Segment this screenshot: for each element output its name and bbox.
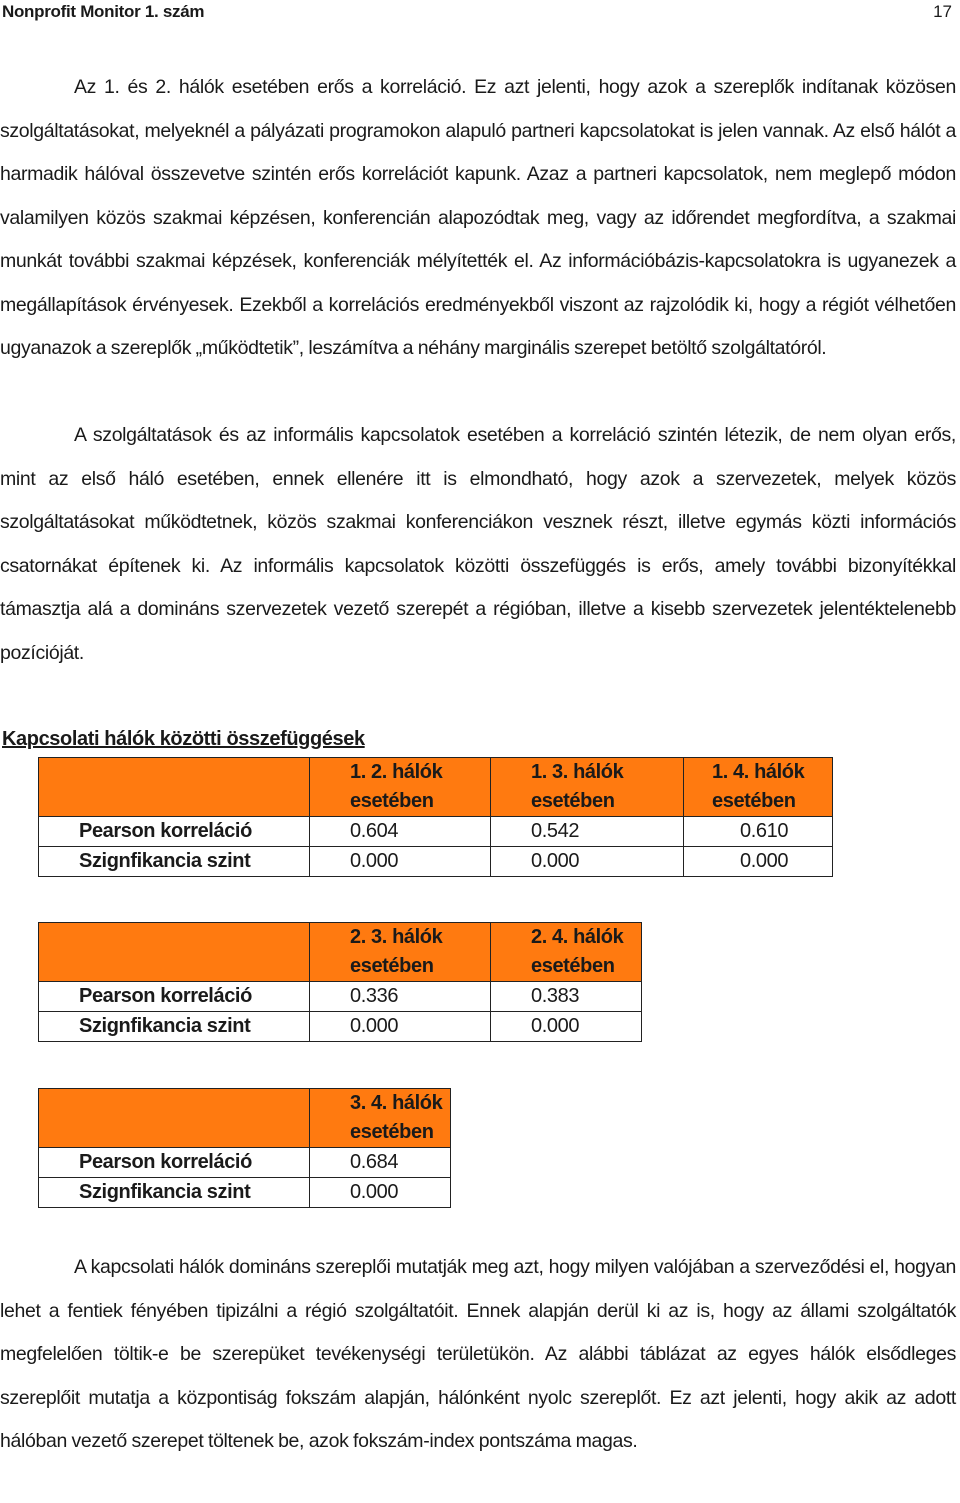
paragraph-1	[0, 66, 956, 371]
paragraph-2	[0, 414, 956, 675]
header-empty-cell	[39, 758, 310, 817]
column-header-line2: esetében	[350, 790, 434, 812]
section-title: Kapcsolati hálók közötti összefüggések	[2, 728, 365, 750]
correlation-table-1	[38, 757, 833, 877]
table-cell: 0.000	[491, 847, 684, 877]
table-cell: 0.336	[310, 982, 491, 1012]
header-empty-cell	[39, 923, 310, 982]
page-number: 17	[933, 2, 952, 21]
table-cell: 0.542	[491, 817, 684, 847]
row-label: Szignfikancia szint	[39, 1012, 310, 1042]
column-header-line1: 1. 4. hálók	[712, 761, 805, 783]
table-cell: 0.684	[310, 1148, 451, 1178]
column-header	[310, 1089, 451, 1148]
table-row	[39, 1012, 642, 1042]
column-header-line2: esetében	[350, 955, 434, 977]
paragraph-3-text: A kapcsolati hálók domináns szereplői mutatják meg azt, hogy milyen valójában a szerveződési el, hogyan lehet a fentiek fényében tipizálni a régió szolgáltatóit. Ennek alapján derül ki az is, hogy az állami szolgáltatók megfelelően töltik-e be szerepüket tevékenységi területükön. Az alábbi táblázat az egyes hálók elsődleges szereplőit mutatja a központiság fokszám alapján, hálónként nyolc szereplőt. Ez azt jelenti, hogy akik az adott hálóban vezető szerepet töltenek be, azok fokszám-index pontszáma magas.	[0, 1256, 956, 1452]
column-header-line1: 1. 2. hálók	[350, 761, 443, 783]
row-label: Pearson korreláció	[39, 982, 310, 1012]
column-header-line1: 2. 3. hálók	[350, 926, 443, 948]
paragraph-3	[0, 1246, 956, 1464]
column-header	[310, 923, 491, 982]
column-header-line2: esetében	[531, 955, 615, 977]
table-header-row	[39, 758, 833, 817]
table-cell: 0.000	[491, 1012, 642, 1042]
column-header-line1: 1. 3. hálók	[531, 761, 624, 783]
correlation-table-3	[38, 1088, 451, 1208]
row-label: Pearson korreláció	[39, 1148, 310, 1178]
column-header	[684, 758, 833, 817]
table-row	[39, 817, 833, 847]
publication-title: Nonprofit Monitor 1. szám	[2, 2, 205, 21]
header-empty-cell	[39, 1089, 310, 1148]
paragraph-1-text: Az 1. és 2. hálók esetében erős a korreláció. Ez azt jelenti, hogy azok a szereplők indítanak közösen szolgáltatásokat, melyeknél a pályázati programokon alapuló partneri kapcsolatokat is jelen vannak. Az első hálót a harmadik hálóval összevetve szintén erős korrelációt kapunk. Azaz a partneri kapcsolatok, nem meglepő módon valamilyen közös szakmai képzésen, konferencián alapozódtak meg, vagy az időrendet megfordítva, a szakmai munkát további szakmai képzések, konferenciák mélyítették el. Az információbázis-kapcsolatokra is ugyanezek a megállapítások érvényesek. Ezekből a korrelációs eredményekből viszont az rajzolódik ki, hogy a régiót vélhetően ugyanazok a szereplők „működtetik”, leszámítva a néhány marginális szerepet betöltő szolgáltatóról.	[0, 76, 956, 359]
column-header-line1: 3. 4. hálók	[350, 1092, 443, 1114]
column-header-line2: esetében	[531, 790, 615, 812]
column-header	[491, 758, 684, 817]
table-cell: 0.000	[684, 847, 833, 877]
row-label: Szignfikancia szint	[39, 847, 310, 877]
page-header	[2, 0, 952, 30]
table-row	[39, 847, 833, 877]
table-header-row	[39, 923, 642, 982]
table-row	[39, 1178, 451, 1208]
row-label: Szignfikancia szint	[39, 1178, 310, 1208]
table-cell: 0.604	[310, 817, 491, 847]
column-header-line2: esetében	[712, 790, 796, 812]
table-row	[39, 982, 642, 1012]
row-label: Pearson korreláció	[39, 817, 310, 847]
table-cell: 0.383	[491, 982, 642, 1012]
column-header-line1: 2. 4. hálók	[531, 926, 624, 948]
table-cell: 0.000	[310, 1012, 491, 1042]
table-cell: 0.000	[310, 1178, 451, 1208]
column-header	[310, 758, 491, 817]
column-header	[491, 923, 642, 982]
correlation-table-2	[38, 922, 642, 1042]
column-header-line2: esetében	[350, 1121, 434, 1143]
table-header-row	[39, 1089, 451, 1148]
table-row	[39, 1148, 451, 1178]
table-cell: 0.610	[684, 817, 833, 847]
paragraph-2-text: A szolgáltatások és az informális kapcsolatok esetében a korreláció szintén létezik, de nem olyan erős, mint az első háló esetében, ennek ellenére itt is elmondható, hogy azok a szervezetek, melyek közös szolgáltatásokat működtetnek, közös szakmai konferenciákon vesznek részt, illetve egymás közti információs csatornákat építenek ki. Az informális kapcsolatok közötti összefüggés is erős, amely további bizonyítékkal támasztja alá a domináns szervezetek vezető szerepét a régióban, illetve a kisebb szervezetek jelentéktelenebb pozícióját.	[0, 424, 956, 664]
table-cell: 0.000	[310, 847, 491, 877]
